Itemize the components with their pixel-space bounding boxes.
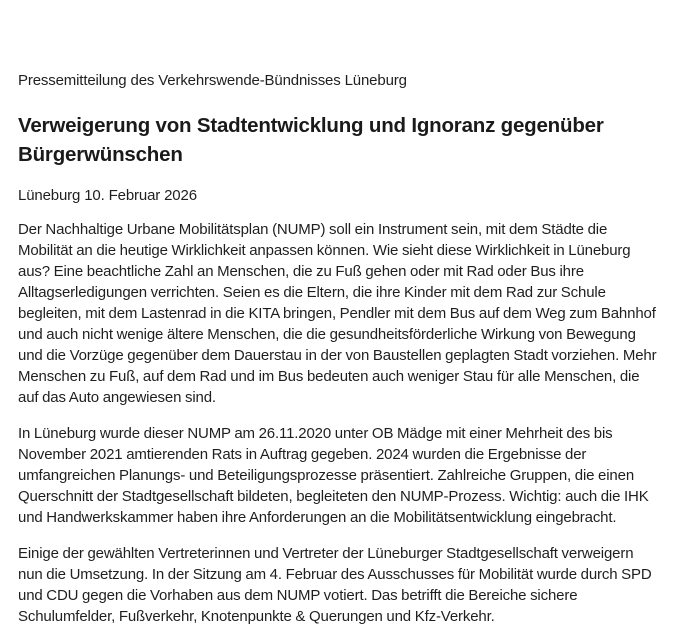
press-release-body: [18, 219, 660, 627]
body-paragraph-3: Einige der gewählten Vertreterinnen und Vertreter der Lüneburger Stadtgesellschaft verweigern nun die Umsetzung. In der Sitzung am 4. Februar des Ausschusses für Mobilität wurde durch SPD und CDU gegen die Vorhaben aus dem NUMP votiert. Das betrifft die Bereiche sichere Schulumfelder, Fußverkehr, Knotenpunkte & Querungen und Kfz-Verkehr.: [18, 545, 652, 625]
body-paragraph-1: Der Nachhaltige Urbane Mobilitätsplan (NUMP) soll ein Instrument sein, mit dem Städte die Mobilität an die heutige Wirklichkeit anpassen können. Wie sieht diese Wirklichkeit in Lüneburg aus? Eine beachtliche Zahl an Menschen, die zu Fuß gehen oder mit Rad oder Bus ihre Alltagserledigungen verrichten. Seien es die Eltern, die ihre Kinder mit dem Rad zur Schule begleiten, mit dem Lastenrad in die KITA bringen, Pendler mit dem Bus auf dem Weg zum Bahnhof und auch nicht wenige ältere Menschen, die die gesundheitsförderliche Wirkung von Bewegung und die Vorzüge gegenüber dem Dauerstau in der von Baustellen geplagten Stadt vorziehen. Mehr Menschen zu Fuß, auf dem Rad und im Bus bedeuten auch weniger Stau für alle Menschen, die auf das Auto angewiesen sind.: [18, 221, 657, 406]
dateline: Lüneburg 10. Februar 2026: [18, 187, 197, 204]
press-release-title: Verweigerung von Stadtentwicklung und Ignoranz gegenüber Bürgerwünschen: [18, 114, 604, 166]
body-paragraph-2: In Lüneburg wurde dieser NUMP am 26.11.2020 unter OB Mädge mit einer Mehrheit des bis November 2021 amtierenden Rats in Auftrag gegeben. 2024 wurden die Ergebnisse der umfangreichen Planungs- und Beteiligungsprozesse präsentiert. Zahlreiche Gruppen, die einen Querschnitt der Stadtgesellschaft bildeten, begleiteten den NUMP-Prozess. Wichtig: auch die IHK und Handwerkskammer haben ihre Anforderungen an die Mobilitätsentwicklung eingebracht.: [18, 425, 649, 526]
press-release-kicker: Pressemitteilung des Verkehrswende-Bündnisses Lüneburg: [18, 72, 407, 89]
